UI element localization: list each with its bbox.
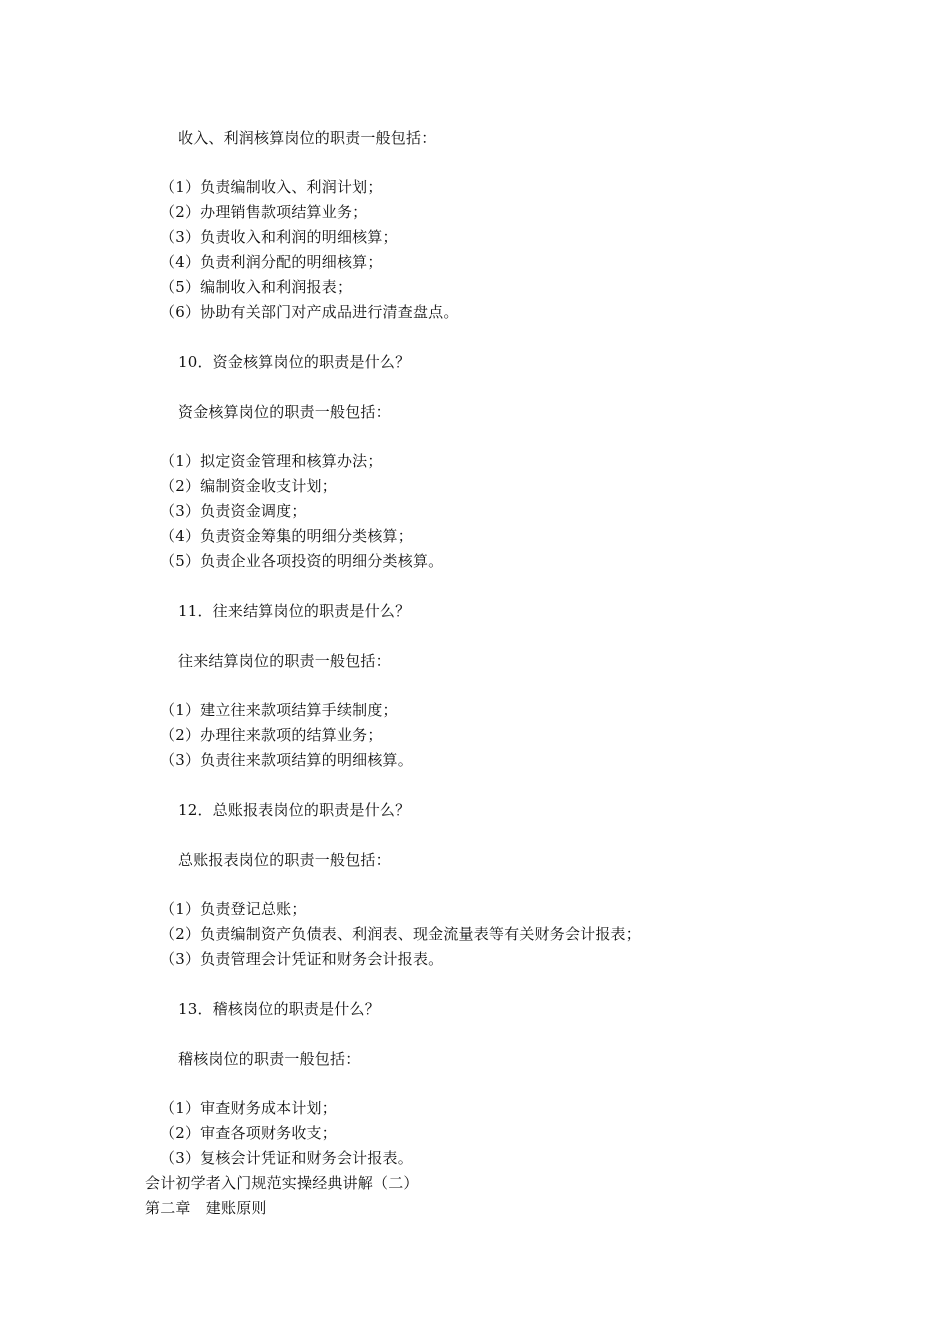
section13-intro: 稽核岗位的职责一般包括：: [178, 1050, 361, 1068]
section13-question: 13．稽核岗位的职责是什么？: [178, 1000, 380, 1018]
list-item: （1）负责登记总账；: [160, 900, 307, 918]
list-item: （3）负责收入和利润的明细核算；: [160, 228, 398, 246]
list-item: （2）办理往来款项的结算业务；: [160, 726, 383, 744]
list-item: （1）拟定资金管理和核算办法；: [160, 452, 383, 470]
list-item: （5）编制收入和利润报表；: [160, 278, 353, 296]
section11-question: 11．往来结算岗位的职责是什么？: [178, 602, 411, 620]
list-item: （1）审查财务成本计划；: [160, 1099, 337, 1117]
list-item: （6）协助有关部门对产成品进行清查盘点。: [160, 303, 459, 321]
list-item: （3）复核会计凭证和财务会计报表。: [160, 1149, 413, 1167]
list-item: （2）审查各项财务收支；: [160, 1124, 337, 1142]
section11-intro: 往来结算岗位的职责一般包括：: [178, 652, 391, 670]
list-item: （2）办理销售款项结算业务；: [160, 203, 368, 221]
list-item: （5）负责企业各项投资的明细分类核算。: [160, 552, 444, 570]
chapter-title: 第二章 建账原则: [145, 1199, 267, 1217]
series-title: 会计初学者入门规范实操经典讲解（二）: [145, 1174, 419, 1192]
list-item: （1）建立往来款项结算手续制度；: [160, 701, 398, 719]
list-item: （3）负责往来款项结算的明细核算。: [160, 751, 413, 769]
section12-intro: 总账报表岗位的职责一般包括：: [178, 851, 391, 869]
section9-intro: 收入、利润核算岗位的职责一般包括：: [178, 129, 437, 147]
list-item: （3）负责管理会计凭证和财务会计报表。: [160, 950, 444, 968]
section10-question: 10．资金核算岗位的职责是什么？: [178, 353, 411, 371]
list-item: （3）负责资金调度；: [160, 502, 307, 520]
list-item: （2）负责编制资产负债表、利润表、现金流量表等有关财务会计报表；: [160, 925, 641, 943]
list-item: （1）负责编制收入、利润计划；: [160, 178, 383, 196]
list-item: （4）负责资金筹集的明细分类核算；: [160, 527, 413, 545]
list-item: （2）编制资金收支计划；: [160, 477, 337, 495]
section12-question: 12．总账报表岗位的职责是什么？: [178, 801, 411, 819]
list-item: （4）负责利润分配的明细核算；: [160, 253, 383, 271]
section10-intro: 资金核算岗位的职责一般包括：: [178, 403, 391, 421]
